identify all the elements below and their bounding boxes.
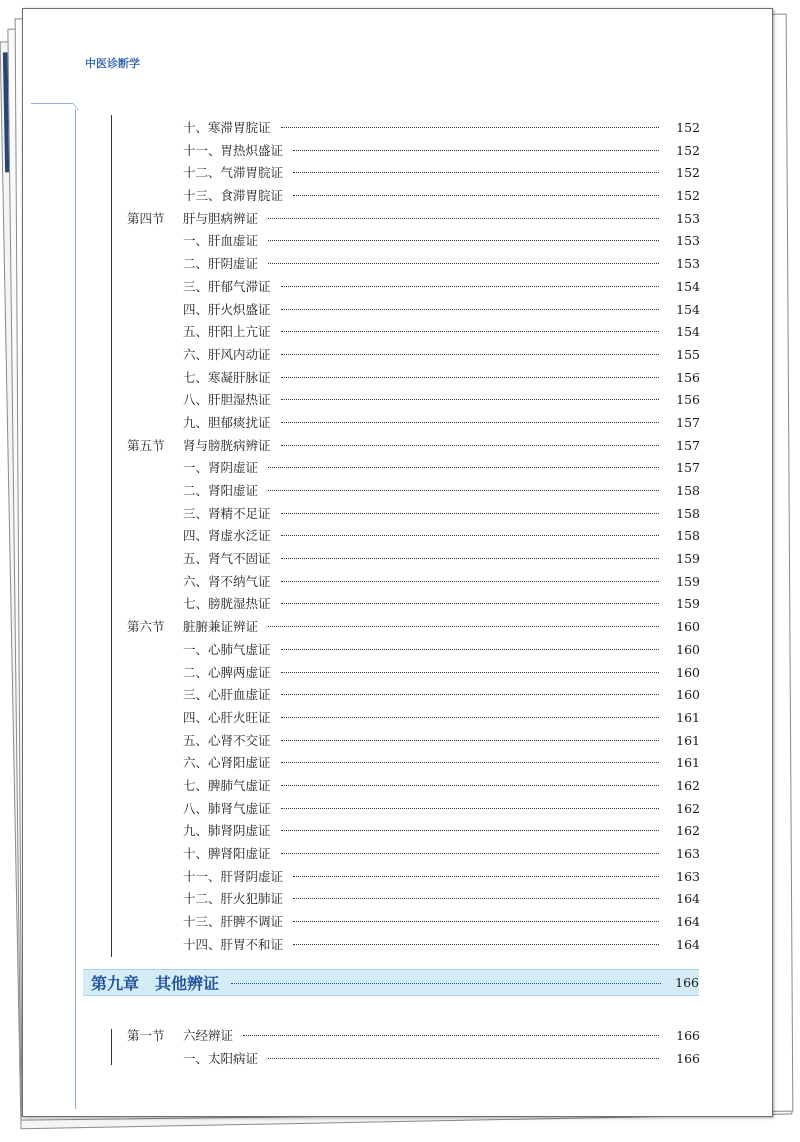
dot-leader: [281, 377, 659, 378]
toc-entry-row[interactable]: [127, 254, 700, 277]
page-number: 159: [676, 551, 700, 567]
chapter-heading[interactable]: [83, 969, 699, 996]
page-number: 163: [676, 846, 700, 861]
entry-title: 六、肾不纳气证: [183, 573, 271, 589]
page-number: 162: [676, 777, 700, 793]
entry-title: 一、肾阴虚证: [183, 460, 259, 476]
toc-entry-row[interactable]: [127, 163, 700, 186]
dot-leader: [268, 467, 659, 468]
page-number: 156: [676, 392, 700, 408]
toc-entry-row[interactable]: [127, 1049, 700, 1072]
dot-leader: [231, 983, 661, 984]
page-number: 152: [676, 142, 700, 158]
page-number: 157: [676, 437, 700, 453]
dot-leader: [293, 921, 659, 922]
section-bar: [111, 115, 112, 957]
chapter-number: 第九章: [91, 974, 140, 993]
dot-leader: [281, 513, 659, 514]
entry-title: 二、肝阴虚证: [183, 256, 259, 272]
entry-title: 八、肝胆湿热证: [183, 392, 271, 408]
toc-entry-row[interactable]: [127, 935, 700, 958]
entry-title: 十一、肝肾阴虚证: [183, 868, 284, 884]
page-number: 152: [676, 120, 700, 135]
toc-entry-row[interactable]: [127, 731, 700, 754]
page-number: 164: [676, 936, 700, 952]
page-number: 161: [676, 755, 700, 771]
entry-title: 二、心脾两虚证: [183, 664, 271, 680]
entry-title: 七、脾肺气虚证: [183, 777, 271, 793]
dot-leader: [293, 944, 659, 945]
entry-title: 一、心肺气虚证: [183, 641, 271, 657]
page-number: 153: [676, 210, 700, 226]
running-head: 中医诊断学: [85, 57, 140, 70]
toc-entry-row[interactable]: [127, 912, 700, 935]
page-number: 164: [676, 891, 700, 907]
toc-entry-row[interactable]: [127, 345, 700, 368]
page-number: 161: [676, 709, 700, 725]
toc-entry-row[interactable]: [127, 300, 700, 323]
entry-title: 肝与胆病辨证: [183, 210, 259, 226]
toc-entry-row[interactable]: [127, 526, 700, 549]
page-number: 162: [676, 800, 700, 816]
entry-title: 十、脾肾阳虚证: [183, 846, 271, 861]
dot-leader: [268, 240, 659, 241]
dot-leader: [293, 876, 659, 877]
toc-entry-row[interactable]: [127, 594, 700, 617]
dot-leader: [281, 331, 659, 332]
entry-title: 八、肺肾气虚证: [183, 800, 271, 816]
page-number: 166: [676, 1050, 700, 1066]
entry-title: 九、胆郁痰扰证: [183, 414, 271, 430]
page-number: 156: [676, 369, 700, 385]
toc-entry-row[interactable]: [127, 572, 700, 595]
entry-title: 五、心肾不交证: [183, 732, 271, 748]
page-number: 160: [676, 641, 700, 657]
margin-guide-line: [75, 109, 76, 1109]
chapter-title: 其他辨证: [155, 974, 220, 993]
page-number: 153: [676, 233, 700, 249]
entry-title: 二、肾阳虚证: [183, 483, 259, 498]
toc-entry-row[interactable]: [127, 141, 700, 164]
dot-leader: [268, 218, 659, 219]
page-number: 155: [676, 346, 700, 362]
dot-leader: [281, 830, 659, 831]
toc-list: [127, 118, 700, 957]
entry-title: 十二、肝火犯肺证: [183, 891, 284, 907]
dot-leader: [281, 558, 659, 559]
entry-title: 十三、肝脾不调证: [183, 914, 284, 930]
dot-leader: [281, 853, 659, 854]
toc-entry-row[interactable]: [127, 799, 700, 822]
dot-leader: [281, 309, 659, 310]
page-number: 161: [676, 732, 700, 748]
page-number: 153: [676, 256, 700, 272]
dot-leader: [281, 286, 659, 287]
entry-title: 七、寒凝肝脉证: [183, 369, 271, 385]
entry-title: 十二、气滞胃脘证: [183, 165, 284, 181]
section-number: 第六节: [127, 619, 165, 635]
dot-leader: [281, 354, 659, 355]
toc-list: [127, 1026, 700, 1071]
page-number: 157: [676, 460, 700, 476]
dot-leader: [281, 535, 659, 536]
entry-title: 三、肾精不足证: [183, 505, 271, 521]
page-number: 160: [676, 687, 700, 703]
toc-entry-row[interactable]: [127, 776, 700, 799]
page-number: 164: [676, 914, 700, 930]
dot-leader: [281, 672, 659, 673]
toc-section-row[interactable]: [127, 209, 700, 232]
chapter-page-number: 166: [675, 975, 699, 990]
entry-title: 六、肝风内动证: [183, 346, 271, 362]
section-number: 第一节: [127, 1028, 165, 1043]
section-bar: [111, 1029, 112, 1065]
entry-title: 一、肝血虚证: [183, 233, 259, 249]
entry-title: 五、肾气不固证: [183, 551, 271, 567]
toc-entry-row[interactable]: [127, 663, 700, 686]
dot-leader: [293, 195, 659, 196]
margin-guide-corner: [66, 103, 79, 110]
page-number: 160: [676, 619, 700, 635]
page-number: 166: [676, 1028, 700, 1043]
section-number: 第四节: [127, 210, 165, 226]
entry-title: 四、肝火炽盛证: [183, 301, 271, 317]
entry-title: 四、肾虚水泛证: [183, 528, 271, 544]
page-number: 159: [676, 573, 700, 589]
toc-entry-row[interactable]: [127, 277, 700, 300]
dot-leader: [281, 694, 659, 695]
toc-entry-row[interactable]: [127, 549, 700, 572]
page-number: 163: [676, 868, 700, 884]
page-number: 162: [676, 823, 700, 839]
page-number: 154: [676, 324, 700, 340]
page-number: 157: [676, 414, 700, 430]
dot-leader: [281, 445, 659, 446]
dot-leader: [268, 1058, 659, 1059]
dot-leader: [281, 581, 659, 582]
dot-leader: [268, 626, 659, 627]
toc-entry-row[interactable]: [127, 889, 700, 912]
entry-title: 肾与膀胱病辨证: [183, 437, 271, 453]
dot-leader: [268, 263, 659, 264]
dot-leader: [281, 649, 659, 650]
toc-entry-row[interactable]: [127, 481, 700, 504]
entry-title: 六、心肾阳虚证: [183, 755, 271, 771]
page-number: 152: [676, 165, 700, 181]
toc-entry-row[interactable]: [127, 753, 700, 776]
entry-title: 十一、胃热炽盛证: [183, 142, 284, 158]
toc-page: [22, 8, 773, 1117]
page-number: 158: [676, 505, 700, 521]
page-number: 154: [676, 278, 700, 294]
dot-leader: [281, 808, 659, 809]
toc-entry-row[interactable]: [127, 368, 700, 391]
entry-title: 五、肝阳上亢证: [183, 324, 271, 340]
page-number: 160: [676, 664, 700, 680]
toc-entry-row[interactable]: [127, 640, 700, 663]
dot-leader: [281, 399, 659, 400]
dot-leader: [281, 422, 659, 423]
toc-entry-row[interactable]: [127, 231, 700, 254]
entry-title: 脏腑兼证辨证: [183, 619, 259, 635]
toc-entry-row[interactable]: [127, 821, 700, 844]
dot-leader: [281, 127, 659, 128]
page-number: 159: [676, 596, 700, 612]
dot-leader: [281, 740, 659, 741]
page-number: 158: [676, 528, 700, 544]
toc-entry-row[interactable]: [127, 186, 700, 209]
dot-leader: [281, 603, 659, 604]
toc-entry-row[interactable]: [127, 322, 700, 345]
entry-title: 三、肝郁气滞证: [183, 278, 271, 294]
section-number: 第五节: [127, 437, 165, 453]
entry-title: 九、肺肾阴虚证: [183, 823, 271, 839]
entry-title: 四、心肝火旺证: [183, 709, 271, 725]
dot-leader: [293, 150, 659, 151]
toc-section-row[interactable]: [127, 617, 700, 640]
toc-entry-row[interactable]: [127, 458, 700, 481]
toc-entry-row[interactable]: [127, 685, 700, 708]
entry-title: 十三、食滞胃脘证: [183, 188, 284, 204]
page-number: 154: [676, 301, 700, 317]
dot-leader: [268, 490, 659, 491]
dot-leader: [243, 1035, 659, 1036]
dot-leader: [293, 898, 659, 899]
entry-title: 十四、肝胃不和证: [183, 936, 284, 952]
page-number: 152: [676, 188, 700, 204]
dot-leader: [281, 717, 659, 718]
dot-leader: [281, 762, 659, 763]
entry-title: 十、寒滞胃脘证: [183, 120, 271, 135]
toc-entry-row[interactable]: [127, 118, 700, 141]
dot-leader: [281, 785, 659, 786]
page-number: 158: [676, 483, 700, 498]
toc-entry-row[interactable]: [127, 390, 700, 413]
toc-entry-row[interactable]: [127, 708, 700, 731]
toc-entry-row[interactable]: [127, 844, 700, 867]
toc-section-row[interactable]: [127, 436, 700, 459]
toc-entry-row[interactable]: [127, 413, 700, 436]
toc-entry-row[interactable]: [127, 504, 700, 527]
entry-title: 七、膀胱湿热证: [183, 596, 271, 612]
entry-title: 一、太阳病证: [183, 1050, 259, 1066]
entry-title: 六经辨证: [183, 1028, 234, 1043]
toc-entry-row[interactable]: [127, 867, 700, 890]
dot-leader: [293, 172, 659, 173]
toc-section-row[interactable]: [127, 1026, 700, 1049]
entry-title: 三、心肝血虚证: [183, 687, 271, 703]
